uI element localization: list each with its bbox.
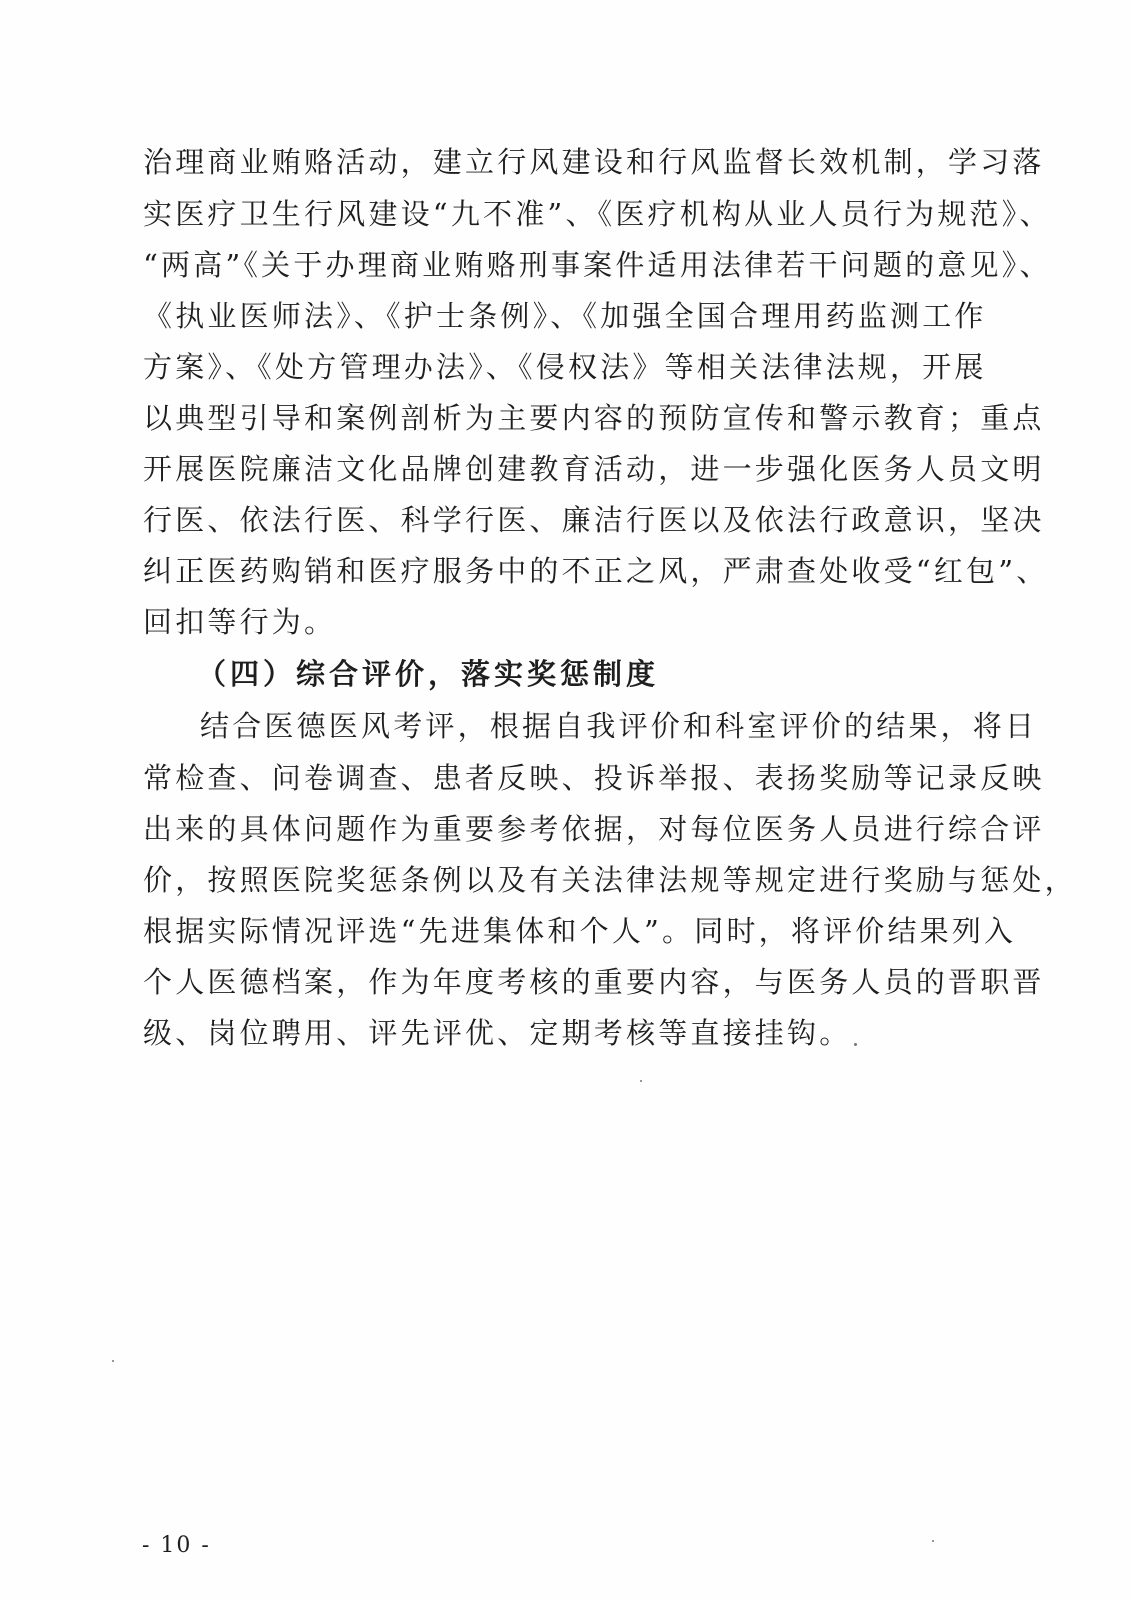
body-line-1: 治理商业贿赂活动，建立行风建设和行风监督长效机制，学习落 [143,145,1045,179]
scan-speck [640,1080,642,1082]
body-line-15: 价，按照医院奖惩条例以及有关法律法规等规定进行奖励与惩处， [143,863,1077,897]
body-line-9: 纠正医药购销和医疗服务中的不正之风，严肃查处收受“红包”、 [143,554,1049,588]
body-line-16: 根据实际情况评选“先进集体和个人”。同时，将评价结果列入 [143,914,1017,948]
body-line-6: 以典型引导和案例剖析为主要内容的预防宣传和警示教育；重点 [143,401,1045,435]
body-line-5: 方案》、《处方管理办法》、《侵权法》等相关法律法规，开展 [143,350,987,384]
body-line-8: 行医、依法行医、科学行医、廉洁行医以及依法行政意识，坚决 [143,503,1045,537]
body-line-2: 实医疗卫生行风建设“九不准”、《医疗机构从业人员行为规范》、 [143,197,1052,231]
section-heading: （四）综合评价，落实奖惩制度 [197,657,660,691]
body-line-17: 个人医德档案，作为年度考核的重要内容，与医务人员的晋职晋 [143,965,1045,999]
body-line-13: 常检查、问卷调查、患者反映、投诉举报、表扬奖励等记录反映 [143,761,1045,795]
body-line-4: 《执业医师法》、《护士条例》、《加强全国合理用药监测工作 [143,299,987,333]
body-line-10: 回扣等行为。 [143,605,337,639]
scan-speck [932,1540,934,1542]
body-line-3: “两高”《关于办理商业贿赂刑事案件适用法律若干问题的意见》、 [143,248,1052,282]
body-line-18: 级、岗位聘用、评先评优、定期考核等直接挂钩。 [143,1016,852,1050]
scan-speck [854,1043,857,1046]
scan-speck [112,1360,114,1362]
body-line-14: 出来的具体问题作为重要参考依据，对每位医务人员进行综合评 [143,812,1045,846]
body-line-7: 开展医院廉洁文化品牌创建教育活动，进一步强化医务人员文明 [143,452,1045,486]
page-number: - 10 - [142,1533,211,1558]
body-line-12: 结合医德医风考评，根据自我评价和科室评价的结果，将日 [200,709,1038,743]
